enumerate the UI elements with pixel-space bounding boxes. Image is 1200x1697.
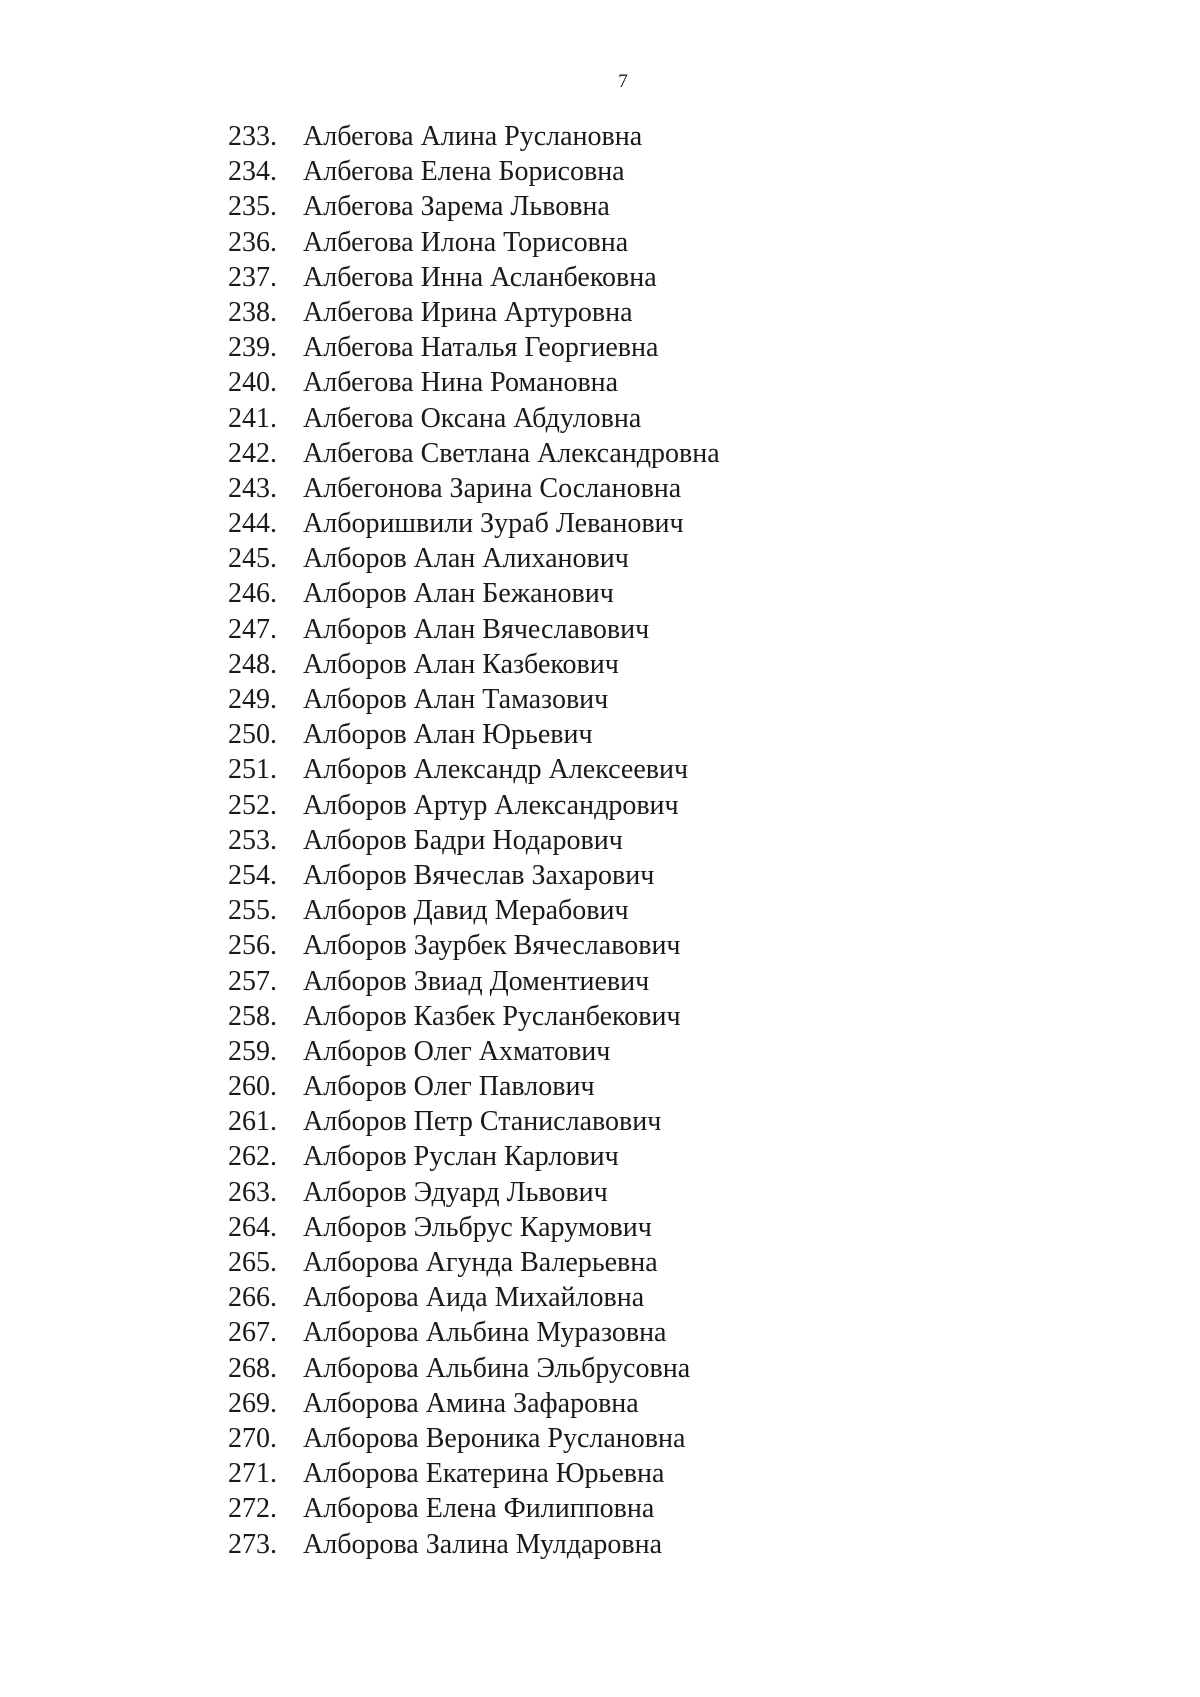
- entry-number: 262.: [228, 1141, 277, 1173]
- entry-name: Алборов Бадри Нодарович: [303, 824, 623, 856]
- list-item: [0, 682, 1200, 717]
- entry-name: Алборов Давид Мерабович: [303, 895, 629, 927]
- list-item: [0, 1280, 1200, 1315]
- entry-number: 247.: [228, 613, 277, 645]
- list-item: [0, 1315, 1200, 1350]
- entry-number: 270.: [228, 1422, 277, 1454]
- entry-number: 265.: [228, 1247, 277, 1278]
- entry-name: Алборов Заурбек Вячеславович: [303, 930, 681, 962]
- entry-name: Алборов Алан Казбекович: [303, 648, 619, 680]
- list-item: [0, 647, 1200, 682]
- entry-number: 271.: [228, 1458, 277, 1490]
- entry-number: 241.: [228, 402, 277, 434]
- list-item: [0, 506, 1200, 541]
- entry-number: 236.: [228, 226, 277, 258]
- entry-number: 242.: [228, 437, 277, 469]
- list-item: [0, 1456, 1200, 1491]
- list-item: [0, 225, 1200, 260]
- list-item: [0, 717, 1200, 752]
- list-item: [0, 1491, 1200, 1526]
- entry-number: 249.: [228, 684, 277, 715]
- entry-number: 240.: [228, 367, 277, 399]
- entry-number: 248.: [228, 648, 277, 680]
- entry-name: Алборов Эльбрус Карумович: [303, 1211, 652, 1243]
- list-item: [0, 330, 1200, 365]
- entry-number: 255.: [228, 895, 277, 927]
- list-item: [0, 1527, 1200, 1562]
- entry-name: Алборов Петр Станиславович: [303, 1106, 662, 1138]
- entry-number: 235.: [228, 191, 277, 223]
- list-item: [0, 752, 1200, 787]
- entry-name: Алборова Залина Мулдаровна: [303, 1528, 663, 1560]
- entry-number: 245.: [228, 543, 277, 575]
- entry-number: 272.: [228, 1493, 277, 1525]
- list-item: [0, 154, 1200, 189]
- entry-name: Алборов Артур Александрович: [303, 789, 679, 821]
- entry-number: 260.: [228, 1071, 277, 1103]
- list-item: [0, 401, 1200, 436]
- entry-name: Алборов Эдуард Львович: [303, 1176, 608, 1208]
- list-item: [0, 964, 1200, 999]
- entry-number: 268.: [228, 1352, 277, 1384]
- entry-number: 266.: [228, 1282, 277, 1314]
- entry-number: 246.: [228, 578, 277, 610]
- list-item: [0, 1175, 1200, 1210]
- list-item: [0, 1139, 1200, 1174]
- entry-number: 273.: [228, 1528, 277, 1560]
- entry-name: Алборов Алан Бежанович: [303, 578, 614, 610]
- entry-number: 258.: [228, 1000, 277, 1032]
- entry-name: Алборов Руслан Карлович: [303, 1141, 619, 1173]
- entry-number: 267.: [228, 1317, 277, 1349]
- list-item: [0, 612, 1200, 647]
- entry-name: Алборов Алан Юрьевич: [303, 719, 593, 751]
- entry-number: 254.: [228, 859, 277, 891]
- entry-name: Алборов Алан Тамазович: [303, 684, 609, 715]
- entry-name: Алборишвили Зураб Леванович: [303, 508, 684, 540]
- entry-name: Алборов Олег Павлович: [303, 1071, 595, 1103]
- list-item: [0, 1034, 1200, 1069]
- entry-name: Албегова Нина Романовна: [303, 367, 619, 399]
- entry-number: 238.: [228, 296, 277, 328]
- entry-number: 234.: [228, 156, 277, 188]
- entry-name: Алборова Аида Михайловна: [303, 1282, 645, 1314]
- entry-name: Албегова Илона Торисовна: [303, 226, 629, 258]
- list-item: [0, 260, 1200, 295]
- entry-name: Албегова Алина Руслановна: [303, 121, 643, 152]
- list-item: [0, 999, 1200, 1034]
- list-item: [0, 1351, 1200, 1386]
- entry-name: Алборова Альбина Муразовна: [303, 1317, 667, 1349]
- entry-number: 256.: [228, 930, 277, 962]
- list-item: [0, 788, 1200, 823]
- entry-number: 251.: [228, 754, 277, 786]
- entry-name: Албегонова Зарина Сослановна: [303, 472, 682, 504]
- list-item: [0, 1069, 1200, 1104]
- entry-number: 269.: [228, 1387, 277, 1419]
- entry-number: 239.: [228, 332, 277, 364]
- entry-number: 253.: [228, 824, 277, 856]
- entry-number: 237.: [228, 261, 277, 293]
- entry-number: 243.: [228, 472, 277, 504]
- list-item: [0, 471, 1200, 506]
- list-item: [0, 823, 1200, 858]
- entry-number: 257.: [228, 965, 277, 997]
- entry-name: Алборова Екатерина Юрьевна: [303, 1458, 665, 1490]
- entry-name: Албегова Наталья Георгиевна: [303, 332, 659, 364]
- entry-name: Алборов Олег Ахматович: [303, 1035, 611, 1067]
- entry-name: Алборова Елена Филипповна: [303, 1493, 655, 1525]
- entry-name: Алборова Агунда Валерьевна: [303, 1247, 658, 1278]
- entry-name: Албегова Ирина Артуровна: [303, 296, 633, 328]
- list-item: [0, 541, 1200, 576]
- list-item: [0, 1104, 1200, 1139]
- list-item: [0, 1386, 1200, 1421]
- entry-name: Алборов Вячеслав Захарович: [303, 859, 655, 891]
- list-item: [0, 436, 1200, 471]
- entry-number: 250.: [228, 719, 277, 751]
- entry-number: 263.: [228, 1176, 277, 1208]
- entry-number: 264.: [228, 1211, 277, 1243]
- list-item: [0, 295, 1200, 330]
- entry-name: Алборов Александр Алексеевич: [303, 754, 689, 786]
- entry-number: 233.: [228, 121, 277, 152]
- entry-name: Алборов Казбек Русланбекович: [303, 1000, 681, 1032]
- entry-number: 259.: [228, 1035, 277, 1067]
- list-item: [0, 928, 1200, 963]
- entry-number: 261.: [228, 1106, 277, 1138]
- name-list: [0, 119, 1200, 1562]
- list-item: [0, 1245, 1200, 1280]
- entry-name: Алборов Алан Вячеславович: [303, 613, 650, 645]
- list-item: [0, 576, 1200, 611]
- entry-name: Алборов Звиад Доментиевич: [303, 965, 650, 997]
- list-item: [0, 858, 1200, 893]
- list-item: [0, 119, 1200, 154]
- list-item: [0, 1210, 1200, 1245]
- list-item: [0, 1421, 1200, 1456]
- entry-name: Албегова Елена Борисовна: [303, 156, 625, 188]
- entry-number: 244.: [228, 508, 277, 540]
- entry-name: Алборова Вероника Руслановна: [303, 1422, 686, 1454]
- list-item: [0, 365, 1200, 400]
- entry-name: Албегова Инна Асланбековна: [303, 261, 657, 293]
- page-number: 7: [618, 71, 628, 92]
- entry-number: 252.: [228, 789, 277, 821]
- entry-name: Албегова Оксана Абдуловна: [303, 402, 642, 434]
- entry-name: Албегова Зарема Львовна: [303, 191, 610, 223]
- entry-name: Алборов Алан Алиханович: [303, 543, 629, 575]
- entry-name: Алборова Амина Зафаровна: [303, 1387, 639, 1419]
- entry-name: Албегова Светлана Александровна: [303, 437, 720, 469]
- entry-name: Алборова Альбина Эльбрусовна: [303, 1352, 691, 1384]
- list-item: [0, 189, 1200, 224]
- list-item: [0, 893, 1200, 928]
